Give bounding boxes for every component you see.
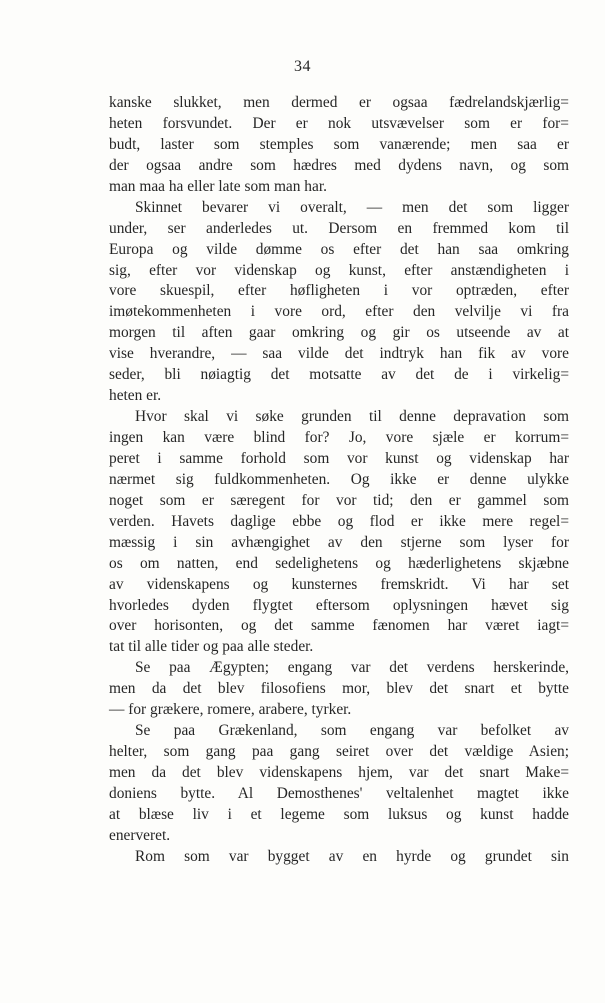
paragraph (109, 407, 569, 658)
text-line: budt, laster som stemples som vanærende; men saa er (109, 135, 569, 153)
text-line: Se paa Grækenland, som engang var befolket av (135, 722, 569, 740)
text-line: nærmet sig fuldkommenheten. Og ikke er denne ulykke (109, 470, 569, 488)
text-line: man maa ha eller late som man har. (109, 177, 327, 195)
text-line: over horisonten, og det samme fænomen har været iagt= (109, 617, 569, 635)
text-line: vise hverandre, — saa vilde det indtryk han fik av vore (109, 345, 569, 363)
text-line: at blæse liv i et legeme som luksus og kunst hadde (109, 805, 569, 823)
text-line: mæssig i sin avhængighet av den stjerne som lyser for (109, 533, 569, 551)
paragraph (109, 721, 569, 847)
text-line: os om natten, end sedelighetens og hæderlighetens skjæbne (109, 554, 569, 572)
text-line: der ogsaa andre som hædres med dydens navn, og som (109, 156, 569, 174)
text-line: imøtekommenheten i vore ord, efter den velvilje vi fra (109, 303, 569, 321)
paragraph (109, 658, 569, 721)
paragraph (109, 847, 569, 868)
text-line: doniens bytte. Al Demosthenes' veltalenhet magtet ikke (109, 784, 569, 802)
text-line: ingen kan være blind for? Jo, vore sjæle er korrum= (109, 429, 569, 446)
paragraph (109, 198, 569, 407)
text-line: men da det blev videnskapens hjem, var det snart Make= (109, 764, 569, 781)
text-line: heten forsvundet. Der er nok utsvævelser som er for= (109, 114, 569, 132)
text-line: sig, efter vor videnskap og kunst, efter anstændigheten i (109, 261, 569, 279)
text-line: — for grækere, romere, arabere, tyrker. (109, 701, 352, 719)
text-line: morgen til aften gaar omkring og gir os utseende av at (109, 324, 569, 342)
text-line: Hvor skal vi søke grunden til denne depravation som (135, 408, 569, 426)
text-line: peret i samme forhold som vor kunst og videnskap har (109, 449, 569, 467)
text-line: vore skuespil, efter høfligheten i vor optræden, efter (109, 282, 569, 300)
text-line: Se paa Ægypten; engang var det verdens herskerinde, (135, 659, 569, 677)
text-line: verden. Havets daglige ebbe og flod er ikke mere regel= (109, 512, 569, 530)
page-number: 34 (294, 58, 311, 75)
text-line: seder, bli nøiagtig det motsatte av det de i virkelig= (109, 366, 569, 384)
text-line: tat til alle tider og paa alle steder. (109, 638, 314, 656)
text-line: noget som er særegent for vor tid; den er gammel som (109, 491, 569, 509)
text-line: Europa og vilde dømme os efter det han saa omkring (109, 240, 569, 258)
text-line: men da det blev filosofiens mor, blev det snart et bytte (109, 680, 569, 698)
text-line: Rom som var bygget av en hyrde og grundet sin (135, 847, 569, 865)
paragraph (109, 93, 569, 198)
text-line: Skinnet bevarer vi overalt, — men det som ligger (135, 198, 569, 216)
body-text (109, 93, 569, 868)
text-line: hvorledes dyden flygtet eftersom oplysningen hævet sig (109, 596, 569, 614)
text-line: kanske slukket, men dermed er ogsaa fædrelandskjærlig= (109, 94, 569, 111)
text-line: enerveret. (109, 826, 171, 844)
text-line: heten er. (109, 387, 162, 405)
text-line: av videnskapens og kunsternes fremskridt. Vi har set (109, 575, 569, 593)
text-line: under, ser anderledes ut. Dersom en fremmed kom til (109, 219, 569, 237)
text-line: helter, som gang paa gang seiret over det vældige Asien; (109, 743, 569, 761)
